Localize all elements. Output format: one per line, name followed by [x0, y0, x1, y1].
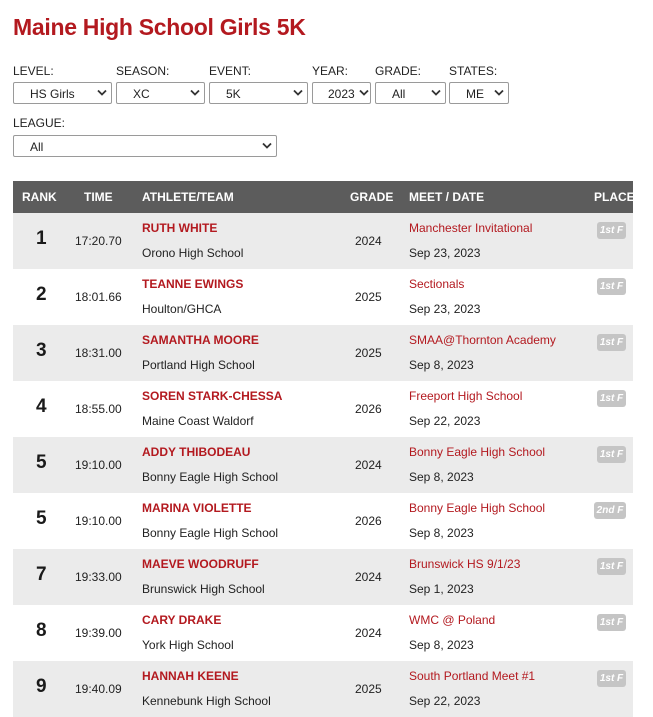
- grade-cell: 2025: [355, 346, 382, 360]
- rank-cell: 9: [36, 676, 47, 697]
- grade-cell: 2024: [355, 234, 382, 248]
- chevron-down-icon: [293, 89, 301, 97]
- year-label: YEAR:: [312, 64, 349, 78]
- rank-cell: 7: [36, 564, 47, 585]
- meet-date: Sep 8, 2023: [409, 470, 474, 484]
- athlete-link[interactable]: ADDY THIBODEAU: [142, 445, 251, 459]
- season-label: SEASON:: [116, 64, 170, 78]
- athlete-link[interactable]: CARY DRAKE: [142, 613, 222, 627]
- place-badge: 2nd F: [594, 502, 626, 519]
- event-label: EVENT:: [209, 64, 252, 78]
- grade-cell: 2024: [355, 626, 382, 640]
- table-row: [13, 605, 633, 661]
- table-row: [13, 213, 633, 269]
- time-cell: 17:20.70: [75, 234, 122, 248]
- rank-cell: 3: [36, 340, 47, 361]
- league-label: LEAGUE:: [13, 116, 66, 130]
- chevron-down-icon: [97, 89, 105, 97]
- grade-cell: 2024: [355, 570, 382, 584]
- time-cell: 18:31.00: [75, 346, 122, 360]
- level-label: LEVEL:: [13, 64, 54, 78]
- chevron-down-icon: [359, 89, 367, 97]
- level-select[interactable]: [13, 82, 112, 104]
- table-row: [13, 325, 633, 381]
- states-label: STATES:: [449, 64, 498, 78]
- table-row: [13, 549, 633, 605]
- athlete-link[interactable]: TEANNE EWINGS: [142, 277, 244, 291]
- team-name: Brunswick High School: [142, 582, 265, 596]
- meet-date: Sep 8, 2023: [409, 358, 474, 372]
- athlete-link[interactable]: MAEVE WOODRUFF: [142, 557, 259, 571]
- place-badge: 1st F: [597, 558, 626, 575]
- grade-cell: 2026: [355, 402, 382, 416]
- season-select[interactable]: [116, 82, 205, 104]
- athlete-link[interactable]: SOREN STARK-CHESSA: [142, 389, 283, 403]
- grade-cell: 2025: [355, 290, 382, 304]
- table-row: [13, 493, 633, 549]
- meet-date: Sep 1, 2023: [409, 582, 474, 596]
- team-name: Kennebunk High School: [142, 694, 271, 708]
- page-title: Maine High School Girls 5K: [13, 14, 306, 40]
- table-row: [13, 269, 633, 325]
- meet-link[interactable]: Bonny Eagle High School: [409, 501, 546, 515]
- chevron-down-icon: [431, 89, 439, 97]
- col-grade-header[interactable]: GRADE: [350, 190, 394, 204]
- table-header: [13, 181, 633, 213]
- team-name: Maine Coast Waldorf: [142, 414, 254, 428]
- rank-cell: 5: [36, 508, 47, 529]
- chevron-down-icon: [494, 89, 502, 97]
- place-badge: 1st F: [597, 670, 626, 687]
- meet-link[interactable]: Manchester Invitational: [409, 221, 533, 235]
- states-value: ME: [466, 87, 484, 101]
- grade-label: GRADE:: [375, 64, 422, 78]
- team-name: York High School: [142, 638, 234, 652]
- meet-link[interactable]: Sectionals: [409, 277, 465, 291]
- place-badge: 1st F: [597, 614, 626, 631]
- col-rank-header[interactable]: RANK: [22, 190, 57, 204]
- meet-date: Sep 22, 2023: [409, 694, 481, 708]
- col-place-header[interactable]: PLACE: [594, 190, 635, 204]
- time-cell: 19:39.00: [75, 626, 122, 640]
- meet-date: Sep 23, 2023: [409, 246, 481, 260]
- grade-value: All: [392, 87, 406, 101]
- event-value: 5K: [226, 87, 241, 101]
- team-name: Houlton/GHCA: [142, 302, 222, 316]
- league-value: All: [30, 140, 44, 154]
- meet-link[interactable]: Brunswick HS 9/1/23: [409, 557, 521, 571]
- team-name: Bonny Eagle High School: [142, 470, 279, 484]
- meet-date: Sep 22, 2023: [409, 414, 481, 428]
- time-cell: 19:33.00: [75, 570, 122, 584]
- year-select[interactable]: [312, 82, 371, 104]
- col-athlete-header[interactable]: ATHLETE/TEAM: [142, 190, 234, 204]
- athlete-link[interactable]: MARINA VIOLETTE: [142, 501, 252, 515]
- rank-cell: 8: [36, 620, 47, 641]
- level-value: HS Girls: [30, 87, 75, 101]
- meet-link[interactable]: SMAA@Thornton Academy: [409, 333, 556, 347]
- athlete-link[interactable]: HANNAH KEENE: [142, 669, 239, 683]
- chevron-down-icon: [190, 89, 198, 97]
- meet-link[interactable]: Freeport High School: [409, 389, 523, 403]
- meet-date: Sep 23, 2023: [409, 302, 481, 316]
- time-cell: 18:55.00: [75, 402, 122, 416]
- col-meet-header[interactable]: MEET / DATE: [409, 190, 485, 204]
- rank-cell: 4: [36, 396, 47, 417]
- table-row: [13, 381, 633, 437]
- meet-link[interactable]: South Portland Meet #1: [409, 669, 536, 683]
- col-time-header[interactable]: TIME: [84, 190, 113, 204]
- team-name: Orono High School: [142, 246, 244, 260]
- meet-link[interactable]: Bonny Eagle High School: [409, 445, 546, 459]
- place-badge: 1st F: [597, 222, 626, 239]
- season-value: XC: [133, 87, 150, 101]
- states-select[interactable]: [449, 82, 509, 104]
- meet-link[interactable]: WMC @ Poland: [409, 613, 496, 627]
- grade-cell: 2024: [355, 458, 382, 472]
- grade-cell: 2026: [355, 514, 382, 528]
- table-row: [13, 437, 633, 493]
- time-cell: 18:01.66: [75, 290, 122, 304]
- place-badge: 1st F: [597, 278, 626, 295]
- meet-date: Sep 8, 2023: [409, 638, 474, 652]
- time-cell: 19:10.00: [75, 514, 122, 528]
- rank-cell: 5: [36, 452, 47, 473]
- rank-cell: 2: [36, 284, 47, 305]
- team-name: Portland High School: [142, 358, 255, 372]
- place-badge: 1st F: [597, 390, 626, 407]
- athlete-link[interactable]: RUTH WHITE: [142, 221, 218, 235]
- place-badge: 1st F: [597, 446, 626, 463]
- athlete-link[interactable]: SAMANTHA MOORE: [142, 333, 259, 347]
- grade-cell: 2025: [355, 682, 382, 696]
- event-select[interactable]: [209, 82, 308, 104]
- time-cell: 19:10.00: [75, 458, 122, 472]
- rank-cell: 1: [36, 228, 47, 249]
- meet-date: Sep 8, 2023: [409, 526, 474, 540]
- year-value: 2023: [328, 87, 355, 101]
- table-row: [13, 661, 633, 717]
- league-select[interactable]: [13, 135, 277, 157]
- chevron-down-icon: [262, 142, 270, 150]
- team-name: Bonny Eagle High School: [142, 526, 279, 540]
- place-badge: 1st F: [597, 334, 626, 351]
- grade-select[interactable]: [375, 82, 446, 104]
- time-cell: 19:40.09: [75, 682, 122, 696]
